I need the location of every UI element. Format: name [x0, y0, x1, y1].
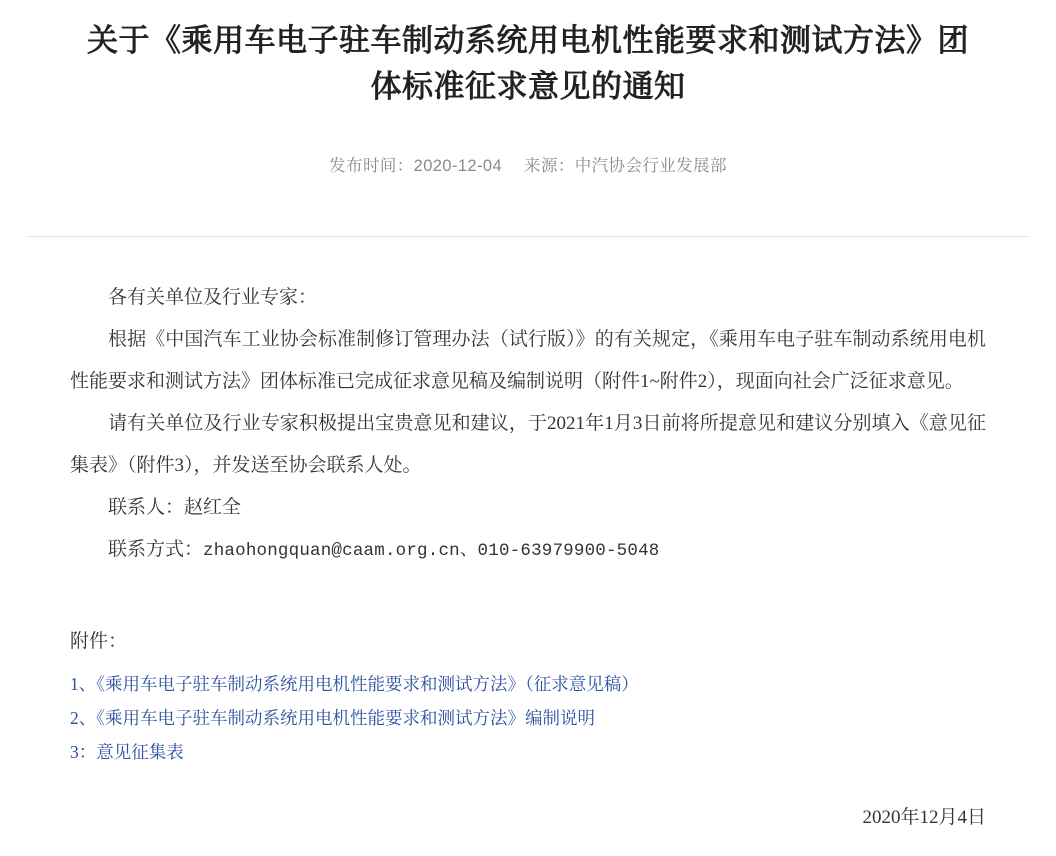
attachment-link-1[interactable]: 1、《乘用车电子驻车制动系统用电机性能要求和测试方法》（征求意见稿）: [70, 674, 639, 694]
paragraph-1: 根据《中国汽车工业协会标准制修订管理办法（试行版）》的有关规定，《乘用车电子驻车制动系统用电机性能要求和测试方法》团体标准已完成征求意见稿及编制说明（附件1~附件2），现面向社会广泛征求意见。: [70, 329, 986, 392]
publish-time-label: 发布时间：: [329, 157, 414, 175]
document-body: [70, 237, 986, 768]
document-page: [0, 18, 1056, 856]
salutation: 各有关单位及行业专家：: [108, 287, 318, 308]
publish-time-value: 2020-12-04: [413, 157, 503, 175]
contact-method: [70, 529, 986, 572]
paragraph-2: 请有关单位及行业专家积极提出宝贵意见和建议，于2021年1月3日前将所提意见和建议分别填入《意见征集表》（附件3），并发送至协会联系人处。: [70, 413, 986, 476]
source-value: 中汽协会行业发展部: [574, 157, 727, 175]
attachments-heading: 附件：: [70, 631, 128, 652]
attachments-list: [70, 668, 986, 768]
contact-method-label: 联系方式：: [108, 539, 204, 560]
page-title: 关于《乘用车电子驻车制动系统用电机性能要求和测试方法》团体标准征求意见的通知: [87, 23, 969, 104]
contact-method-value: zhaohongquan@caam.org.cn、010-63979900-5048: [203, 541, 660, 561]
contact-person: 联系人：赵红全: [108, 497, 242, 518]
attachment-link-3[interactable]: 3：意见征集表: [70, 742, 184, 762]
attachment-link-2[interactable]: 2、《乘用车电子驻车制动系统用电机性能要求和测试方法》编制说明: [70, 708, 595, 728]
signature-date: 2020年12月4日: [862, 807, 986, 828]
source-label: 来源：: [524, 157, 575, 175]
document-meta: [0, 152, 1056, 176]
